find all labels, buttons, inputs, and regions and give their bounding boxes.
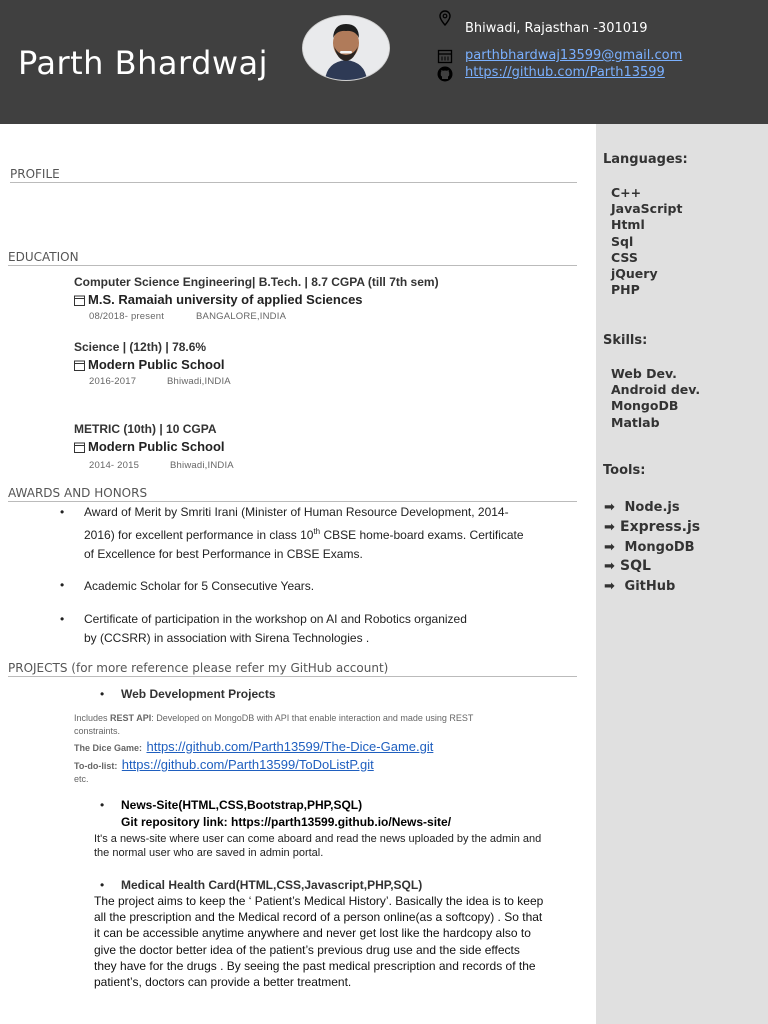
skill-item: Web Dev. bbox=[611, 366, 677, 381]
language-item: JavaScript bbox=[611, 201, 683, 217]
github-icon bbox=[437, 66, 453, 82]
education-location: Bhiwadi,INDIA bbox=[167, 376, 231, 387]
calendar-icon bbox=[74, 442, 85, 453]
award-item: Academic Scholar for 5 Consecutive Years. bbox=[84, 579, 315, 593]
profile-heading: PROFILE bbox=[10, 167, 577, 183]
tool-item: ➡ MongoDB bbox=[604, 538, 700, 558]
languages-heading: Languages: bbox=[603, 152, 688, 167]
tools-heading: Tools: bbox=[603, 463, 646, 478]
tool-item: ➡ Express.js bbox=[604, 518, 700, 538]
project-title: Medical Health Card(HTML,CSS,Javascript,PHP,SQL) bbox=[121, 878, 423, 892]
skills-list bbox=[611, 366, 700, 431]
todo-list-line: To-do-list: https://github.com/Parth13599/ToDoListP.git bbox=[74, 757, 374, 772]
education-dates: 2014- 2015 bbox=[89, 460, 140, 471]
education-dates: 08/2018- present bbox=[89, 311, 165, 322]
arrow-right-icon: ➡ bbox=[604, 579, 615, 595]
education-dates: 2016-2017 bbox=[89, 376, 137, 387]
project-title: Web Development Projects bbox=[121, 687, 276, 701]
tool-item: ➡ SQL bbox=[604, 557, 700, 577]
bullet: • bbox=[100, 798, 105, 812]
awards-heading: AWARDS AND HONORS bbox=[8, 486, 577, 502]
dice-game-link[interactable]: https://github.com/Parth13599/The-Dice-Game.git bbox=[146, 739, 434, 754]
education-location: BANGALORE,INDIA bbox=[196, 311, 287, 322]
bullet: • bbox=[60, 505, 65, 519]
email-link[interactable]: parthbhardwaj13599@gmail.com bbox=[465, 48, 683, 63]
skill-item: Android dev. bbox=[611, 382, 701, 398]
project-repo: Git repository link: https://parth13599.github.io/News-site/ bbox=[121, 815, 452, 829]
language-item: CSS bbox=[611, 249, 638, 265]
projects-heading: PROJECTS (for more reference please refer my GitHub account) bbox=[8, 661, 577, 677]
bullet: • bbox=[100, 687, 105, 701]
bullet: • bbox=[100, 878, 105, 892]
skills-heading: Skills: bbox=[603, 333, 648, 348]
github-link[interactable]: https://github.com/Parth13599 bbox=[465, 65, 665, 80]
tool-item: ➡ Node.js bbox=[604, 498, 700, 518]
bullet: • bbox=[60, 578, 65, 592]
project-description: The project aims to keep the ‘ Patient’s Medical History’. Basically the idea is to keep all the prescription and the Medical record of a person online(as a softcopy) . So that it can be accessible anytime anywhere and never get lost like the hardcopy also to give the doctor better idea of the patient’s previous drug use and the side effects they have for the drugs . By seeing the past medical prescription and records of the patient’s, doctors can provide a better treatment. bbox=[94, 894, 544, 990]
education-degree: METRIC (10th) | 10 CGPA bbox=[74, 422, 217, 436]
language-item: PHP bbox=[611, 282, 640, 298]
skill-item: Matlab bbox=[611, 414, 660, 430]
calendar-icon bbox=[437, 48, 453, 64]
language-item: jQuery bbox=[611, 266, 658, 282]
github-line bbox=[465, 65, 665, 80]
email-line bbox=[465, 48, 682, 63]
candidate-name: Parth Bhardwaj bbox=[18, 44, 269, 82]
project-title: News-Site(HTML,CSS,Bootstrap,PHP,SQL) bbox=[121, 798, 363, 812]
language-item: Sql bbox=[611, 233, 634, 249]
award-item: Certificate of participation in the workshop on AI and Robotics organized by (CCSRR) in association with Sirena Technologies . bbox=[84, 612, 467, 645]
address-text: Bhiwadi, Rajasthan -301019 bbox=[465, 21, 648, 36]
education-institution: Modern Public School bbox=[74, 357, 225, 372]
bullet: • bbox=[60, 612, 65, 626]
tools-list bbox=[604, 498, 700, 597]
arrow-right-icon: ➡ bbox=[604, 559, 615, 575]
arrow-right-icon: ➡ bbox=[604, 500, 615, 515]
education-degree: Computer Science Engineering| B.Tech. | 8.7 CGPA (till 7th sem) bbox=[74, 275, 439, 289]
education-location: Bhiwadi,INDIA bbox=[170, 460, 234, 471]
award-item: Award of Merit by Smriti Irani (Minister of Human Resource Development, 2014- 2016) for excellent performance in class 10th CBSE home-board exams. Certificate of Excellence for best Performance in CBSE Exams. bbox=[84, 505, 524, 561]
etc-text: etc. bbox=[74, 774, 89, 784]
education-institution: Modern Public School bbox=[74, 439, 225, 454]
project-description: It's a news-site where user can come aboard and read the news uploaded by the admin and the normal user who are saved in admin portal. bbox=[94, 833, 542, 859]
location-pin-icon bbox=[437, 10, 453, 26]
dice-game-line: The Dice Game: https://github.com/Parth13599/The-Dice-Game.git bbox=[74, 739, 434, 754]
education-heading: EDUCATION bbox=[8, 250, 577, 266]
profile-photo bbox=[302, 15, 390, 81]
education-institution: M.S. Ramaiah university of applied Sciences bbox=[74, 292, 363, 307]
arrow-right-icon: ➡ bbox=[604, 519, 615, 535]
languages-list bbox=[611, 185, 682, 298]
calendar-icon bbox=[74, 360, 85, 371]
calendar-icon bbox=[74, 295, 85, 306]
project-description: Includes REST API: Developed on MongoDB with API that enable interaction and made using REST constraints. bbox=[74, 713, 474, 736]
language-item: C++ bbox=[611, 185, 642, 200]
todo-list-link[interactable]: https://github.com/Parth13599/ToDoListP.git bbox=[121, 757, 374, 772]
language-item: Html bbox=[611, 217, 645, 233]
education-degree: Science | (12th) | 78.6% bbox=[74, 340, 207, 354]
arrow-right-icon: ➡ bbox=[604, 539, 615, 555]
tool-item: ➡ GitHub bbox=[604, 577, 700, 597]
skill-item: MongoDB bbox=[611, 398, 679, 414]
